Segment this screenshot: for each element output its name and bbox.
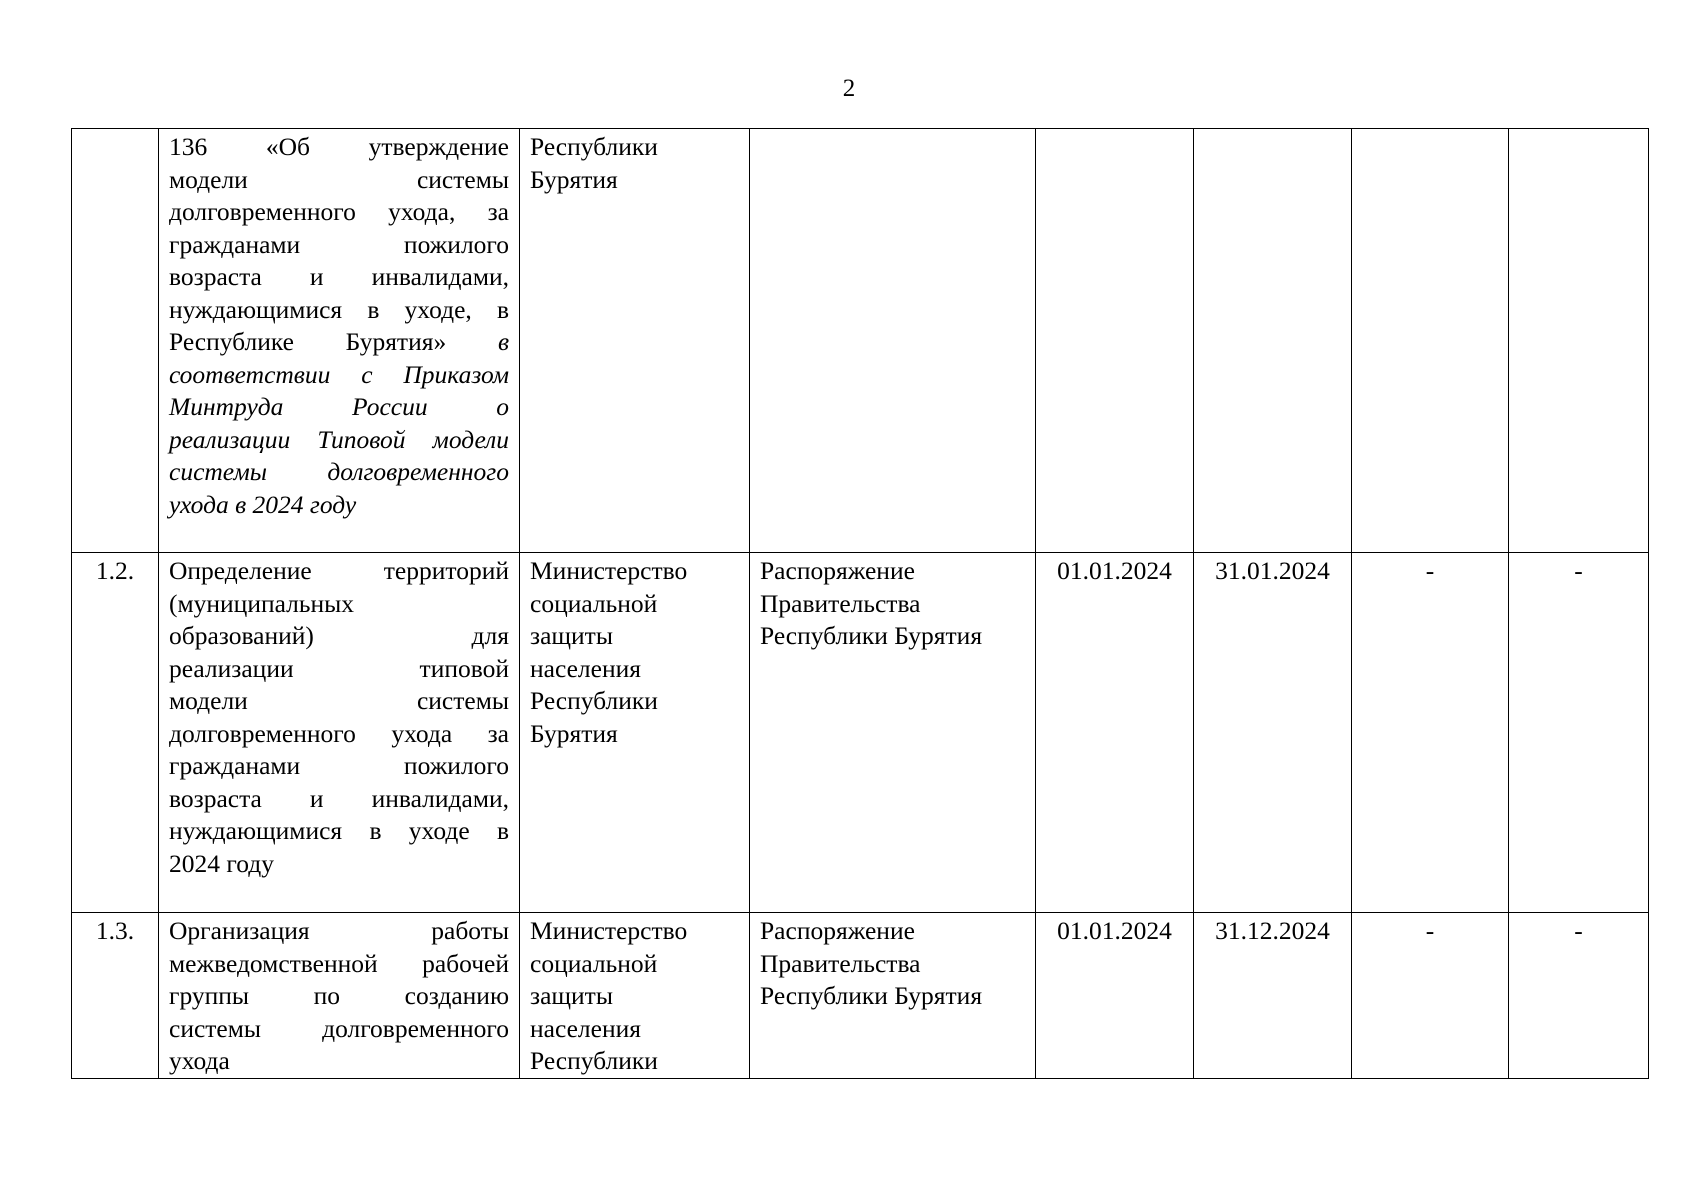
item-number-cell <box>72 129 159 553</box>
item-number-cell: 1.3. <box>72 913 159 1079</box>
executor-cell <box>520 129 750 553</box>
event-name-line-italic: соответствии с Приказом <box>169 359 509 389</box>
executor-line: Республики <box>530 1046 658 1075</box>
funding-cell: - <box>1352 913 1509 1079</box>
event-name-line: гражданами пожилого <box>169 229 509 259</box>
event-name-line: модели системы <box>169 686 509 715</box>
table-row <box>72 553 1649 913</box>
document-line: Правительства <box>760 948 921 978</box>
event-name-line: Определение территорий <box>169 556 509 585</box>
event-name-line: нуждающимися в уходе, в <box>169 294 509 324</box>
event-name-line-italic-tail: в <box>497 327 510 356</box>
event-name-line: группы по созданию <box>169 981 509 1010</box>
table-row <box>72 129 1649 553</box>
executor-line: Республики <box>530 686 658 715</box>
executor-line: защиты <box>530 981 613 1010</box>
event-name-line: реализации типовой <box>169 653 509 683</box>
indicator-cell <box>1509 129 1649 553</box>
event-name-line-italic: системы долговременного <box>169 457 509 486</box>
executor-cell <box>520 913 750 1079</box>
event-name-line: модели системы <box>169 164 509 194</box>
start-date-cell: 01.01.2024 <box>1036 553 1194 913</box>
executor-line: Министерство <box>530 556 688 585</box>
event-name-line: системы долговременного <box>169 1013 509 1043</box>
document-line: Распоряжение <box>760 916 915 945</box>
event-name-line: образований) для <box>169 621 509 650</box>
end-date-cell <box>1194 129 1352 553</box>
funding-cell: - <box>1352 553 1509 913</box>
executor-line: Министерство <box>530 916 688 945</box>
item-number-cell: 1.2. <box>72 553 159 913</box>
event-name-cell <box>159 129 520 553</box>
document-line: Республики Бурятия <box>760 621 983 650</box>
executor-line: социальной <box>530 948 658 978</box>
start-date-cell <box>1036 129 1194 553</box>
event-name-line: (муниципальных <box>169 588 355 618</box>
end-date-cell: 31.12.2024 <box>1194 913 1352 1079</box>
document-line: Распоряжение <box>760 556 915 585</box>
event-name-line: долговременного ухода, за <box>169 197 509 226</box>
event-name-line: гражданами пожилого <box>169 751 509 780</box>
event-name-cell <box>159 913 520 1079</box>
event-name-line-italic: реализации Типовой модели <box>169 424 509 454</box>
executor-line: населения <box>530 653 641 683</box>
executor-line: Республики <box>530 132 658 161</box>
event-name-line: ухода <box>169 1046 230 1075</box>
executor-cell <box>520 553 750 913</box>
event-name-cell <box>159 553 520 913</box>
event-name-line: 136 «Об утверждение <box>169 132 509 161</box>
end-date-cell: 31.01.2024 <box>1194 553 1352 913</box>
funding-cell <box>1352 129 1509 553</box>
event-name-line-upright: Республике Бурятия» <box>169 327 447 356</box>
event-name-line-mixed <box>169 326 509 359</box>
document-line: Правительства <box>760 588 921 618</box>
event-name-line: долговременного ухода за <box>169 718 509 748</box>
indicator-cell: - <box>1509 553 1649 913</box>
indicator-cell: - <box>1509 913 1649 1079</box>
document-cell <box>750 913 1036 1079</box>
executor-line: защиты <box>530 621 613 650</box>
event-name-line: возраста и инвалидами, <box>169 262 509 291</box>
table-row <box>72 913 1649 1079</box>
start-date-cell: 01.01.2024 <box>1036 913 1194 1079</box>
document-cell <box>750 129 1036 553</box>
document-line: Республики Бурятия <box>760 981 983 1010</box>
event-name-line: возраста и инвалидами, <box>169 783 509 813</box>
event-name-line: 2024 году <box>169 848 274 878</box>
event-name-line: межведомственной рабочей <box>169 948 509 978</box>
event-name-line-italic: Минтруда России о <box>169 392 509 421</box>
event-name-line: нуждающимися в уходе в <box>169 816 509 845</box>
executor-line: населения <box>530 1013 641 1043</box>
document-cell <box>750 553 1036 913</box>
page-number: 2 <box>842 75 856 102</box>
executor-line: социальной <box>530 588 658 618</box>
event-name-line: Организация работы <box>169 916 509 945</box>
executor-line: Бурятия <box>530 164 618 194</box>
event-name-line-italic: ухода в 2024 году <box>169 489 357 519</box>
executor-line: Бурятия <box>530 718 618 748</box>
plan-table <box>71 128 1649 1079</box>
